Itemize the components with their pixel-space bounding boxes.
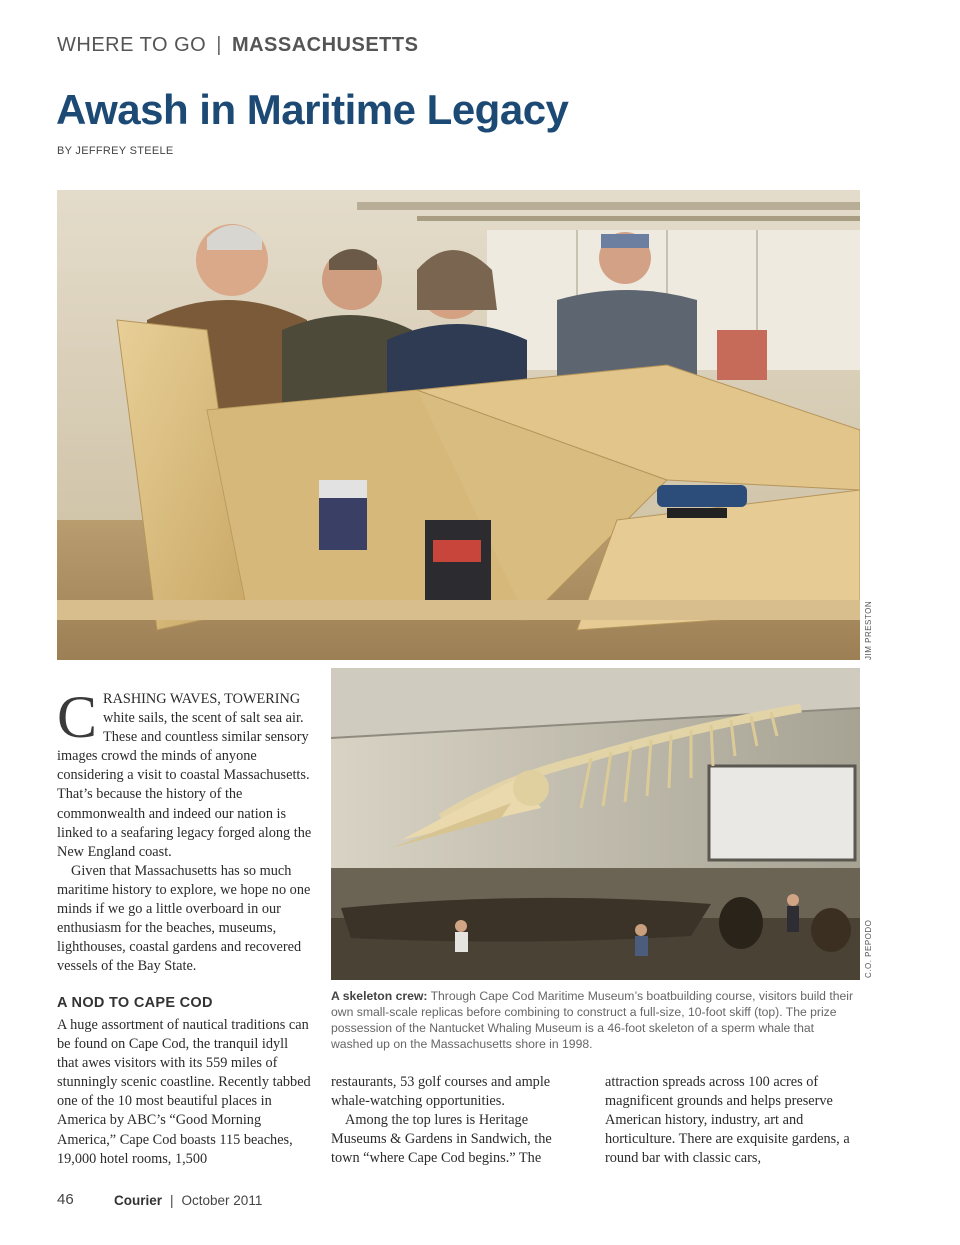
photo-caption [331, 988, 856, 1052]
col3-paragraph-1: attraction spreads across 100 acres of magnificent grounds and helps preserve American history, industry, art and horticulture. There are exquisite gardens, a round bar with classic cars, [605, 1074, 850, 1167]
section-header [57, 34, 418, 57]
page-number: 46 [57, 1191, 74, 1208]
drop-cap: C [57, 684, 98, 750]
column-three [605, 1073, 860, 1168]
caption-lead: A skeleton crew: [331, 989, 428, 1003]
subheading: A NOD TO CAPE COD [57, 995, 213, 1011]
article-title: Awash in Maritime Legacy [56, 86, 569, 133]
footer [114, 1193, 262, 1208]
column-two [331, 1073, 576, 1168]
footer-separator: | [170, 1193, 174, 1208]
col2-paragraph-2: Among the top lures is Heritage Museums & Gardens in Sandwich, the town “where Cape Cod begins.” The [331, 1112, 552, 1167]
cape-cod-column [57, 1016, 313, 1169]
section-label: WHERE TO GO [57, 34, 207, 56]
region-label: MASSACHUSETTS [231, 34, 419, 56]
whale-skeleton-photo [331, 668, 860, 980]
byline: BY JEFFREY STEELE [57, 145, 174, 157]
issue-date: October 2011 [181, 1193, 263, 1208]
section-separator: | [216, 34, 222, 56]
intro-column [57, 684, 313, 976]
boatbuilding-illustration [57, 190, 860, 660]
photo-credit-bottom: C.O. PEPODO [864, 919, 873, 978]
intro-lead: RASHING WAVES, TOWERING [103, 691, 301, 707]
intro-paragraph: white sails, the scent of salt sea air. These and countless similar sensory images crowd the minds of anyone considering a visit to coastal Massachusetts. That’s because the history of the commonwealth and indeed our nation is linked to a seafaring legacy forged along the New England coast. [57, 710, 312, 860]
second-paragraph: Given that Massachusetts has so much maritime history to explore, we hope no one minds if we go a little overboard in our enthusiasm for the beaches, museums, lighthouses, coastal gardens and recovered vessels of the Bay State. [57, 862, 311, 975]
boatbuilding-photo [57, 190, 860, 660]
cape-cod-paragraph: A huge assortment of nautical traditions can be found on Cape Cod, the tranquil idyll that awes visitors with its 559 miles of stunningly scenic coastline. Recently tabbed one of the 10 most beautiful places in America by ABC’s “Good Morning America,” Cape Cod boasts 115 beaches, 19,000 hotel rooms, 1,500 [57, 1017, 311, 1167]
whale-skeleton-illustration [331, 668, 860, 980]
photo-credit-top: JIM PRESTON [864, 600, 873, 660]
caption-text: Through Cape Cod Maritime Museum’s boatbuilding course, visitors build their own small-scale replicas before combining to construct a full-size, 10-foot skiff (top). The prize possession of the Nantucket Whaling Museum is a 46-foot skeleton of a sperm whale that washed up on the Massachusetts shore in 1998. [331, 989, 854, 1051]
col2-paragraph-1: restaurants, 53 golf courses and ample whale-watching opportunities. [331, 1074, 551, 1110]
publication-name: Courier [114, 1193, 163, 1208]
